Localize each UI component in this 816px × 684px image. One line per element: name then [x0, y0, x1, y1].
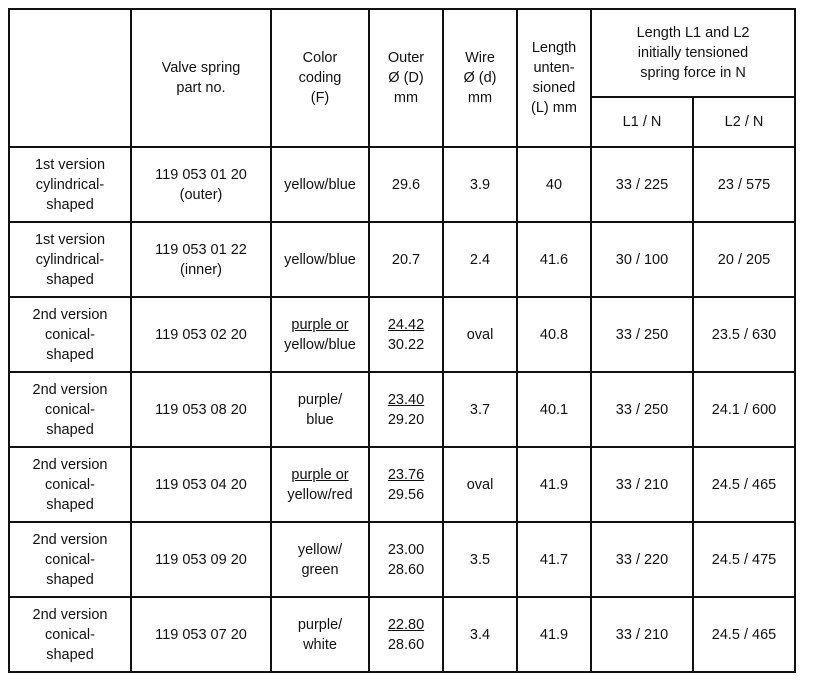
outer-diameter-bottom: 29.56	[387, 486, 425, 503]
outer-diameter-top: 20.7	[391, 251, 421, 268]
outer-diameter-cell	[369, 522, 443, 597]
outer-diameter-bottom: 28.60	[387, 636, 425, 653]
length-untensioned-cell: 41.6	[517, 222, 591, 297]
color-coding-primary: purple or	[291, 466, 349, 483]
color-coding-secondary: yellow/blue	[284, 336, 356, 353]
table-row	[9, 372, 795, 447]
table-row	[9, 297, 795, 372]
outer-diameter-cell	[369, 147, 443, 222]
outer-diameter-top: 23.00	[387, 541, 425, 558]
version-cell: 1st version cylindrical- shaped	[9, 147, 131, 222]
header-part-no: Valve spring part no.	[131, 9, 271, 147]
wire-diameter-cell: 3.4	[443, 597, 517, 672]
l1-cell: 33 / 210	[591, 447, 693, 522]
l1-cell: 33 / 250	[591, 297, 693, 372]
outer-diameter-bottom: 30.22	[387, 336, 425, 353]
l1-cell: 33 / 220	[591, 522, 693, 597]
l1-cell: 33 / 210	[591, 597, 693, 672]
color-coding-secondary: green	[301, 561, 339, 578]
wire-diameter-cell: 2.4	[443, 222, 517, 297]
outer-diameter-cell	[369, 222, 443, 297]
l1-cell: 30 / 100	[591, 222, 693, 297]
color-coding-secondary: yellow/red	[287, 486, 353, 503]
color-coding-secondary: blue	[306, 411, 334, 428]
l2-cell: 24.5 / 475	[693, 522, 795, 597]
part-number-cell: 119 053 08 20	[131, 372, 271, 447]
part-number-cell: 119 053 07 20	[131, 597, 271, 672]
part-number-cell: 119 053 09 20	[131, 522, 271, 597]
length-untensioned-cell: 41.9	[517, 597, 591, 672]
outer-diameter-top: 29.6	[391, 176, 421, 193]
version-cell: 2nd version conical- shaped	[9, 522, 131, 597]
table-row	[9, 522, 795, 597]
l2-cell: 23 / 575	[693, 147, 795, 222]
color-coding-primary: yellow/blue	[284, 176, 356, 193]
wire-diameter-cell: 3.5	[443, 522, 517, 597]
color-coding-cell	[271, 222, 369, 297]
part-number-cell: 119 053 01 22 (inner)	[131, 222, 271, 297]
version-cell: 2nd version conical- shaped	[9, 597, 131, 672]
part-number-cell: 119 053 02 20	[131, 297, 271, 372]
header-blank	[9, 9, 131, 147]
header-outer-diameter: Outer Ø (D) mm	[369, 9, 443, 147]
outer-diameter-cell	[369, 372, 443, 447]
header-row	[9, 9, 795, 97]
l2-cell: 24.5 / 465	[693, 597, 795, 672]
color-coding-secondary: white	[303, 636, 337, 653]
version-cell: 2nd version conical- shaped	[9, 372, 131, 447]
version-cell: 2nd version conical- shaped	[9, 297, 131, 372]
header-length-untensioned: Length unten- sioned (L) mm	[517, 9, 591, 147]
valve-spring-table	[8, 8, 796, 673]
part-number-cell: 119 053 04 20	[131, 447, 271, 522]
color-coding-primary: purple/	[297, 391, 343, 408]
outer-diameter-bottom: 29.20	[387, 411, 425, 428]
header-tensioned-lengths: Length L1 and L2 initially tensioned spring force in N	[591, 9, 795, 97]
l1-cell: 33 / 250	[591, 372, 693, 447]
outer-diameter-bottom: 28.60	[387, 561, 425, 578]
length-untensioned-cell: 40.1	[517, 372, 591, 447]
color-coding-cell	[271, 297, 369, 372]
outer-diameter-top: 23.40	[387, 391, 425, 408]
length-untensioned-cell: 40.8	[517, 297, 591, 372]
color-coding-cell	[271, 147, 369, 222]
color-coding-primary: yellow/blue	[284, 251, 356, 268]
length-untensioned-cell: 41.9	[517, 447, 591, 522]
outer-diameter-cell	[369, 297, 443, 372]
color-coding-cell	[271, 447, 369, 522]
l1-cell: 33 / 225	[591, 147, 693, 222]
l2-cell: 24.1 / 600	[693, 372, 795, 447]
length-untensioned-cell: 41.7	[517, 522, 591, 597]
l2-cell: 20 / 205	[693, 222, 795, 297]
table-row	[9, 147, 795, 222]
color-coding-cell	[271, 522, 369, 597]
table-body	[9, 147, 795, 672]
color-coding-primary: purple or	[291, 316, 349, 333]
l2-cell: 23.5 / 630	[693, 297, 795, 372]
outer-diameter-cell	[369, 447, 443, 522]
outer-diameter-top: 23.76	[387, 466, 425, 483]
outer-diameter-top: 22.80	[387, 616, 425, 633]
color-coding-primary: yellow/	[297, 541, 343, 558]
outer-diameter-top: 24.42	[387, 316, 425, 333]
table-row	[9, 447, 795, 522]
part-number-cell: 119 053 01 20 (outer)	[131, 147, 271, 222]
color-coding-primary: purple/	[297, 616, 343, 633]
wire-diameter-cell: oval	[443, 297, 517, 372]
color-coding-cell	[271, 597, 369, 672]
header-color-coding: Color coding (F)	[271, 9, 369, 147]
version-cell: 1st version cylindrical- shaped	[9, 222, 131, 297]
wire-diameter-cell: 3.9	[443, 147, 517, 222]
header-wire-diameter: Wire Ø (d) mm	[443, 9, 517, 147]
table-row	[9, 222, 795, 297]
header-l2: L2 / N	[693, 97, 795, 147]
header-l1: L1 / N	[591, 97, 693, 147]
wire-diameter-cell: 3.7	[443, 372, 517, 447]
l2-cell: 24.5 / 465	[693, 447, 795, 522]
table-row	[9, 597, 795, 672]
outer-diameter-cell	[369, 597, 443, 672]
version-cell: 2nd version conical- shaped	[9, 447, 131, 522]
wire-diameter-cell: oval	[443, 447, 517, 522]
color-coding-cell	[271, 372, 369, 447]
length-untensioned-cell: 40	[517, 147, 591, 222]
